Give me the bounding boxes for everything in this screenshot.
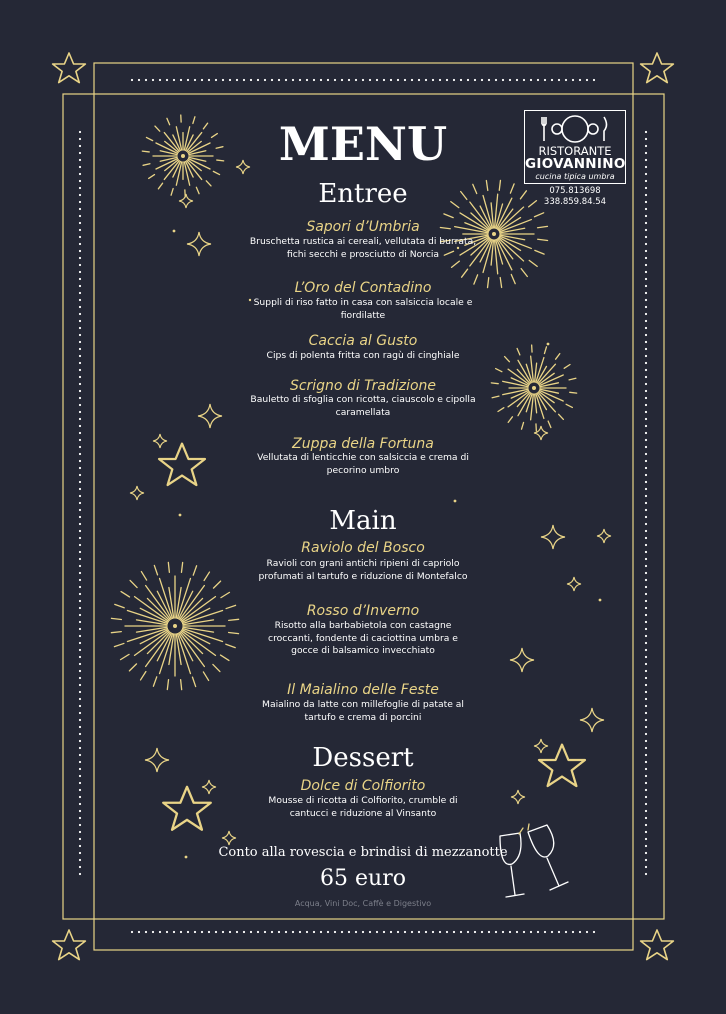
restaurant-tagline: cucina tipica umbra (535, 172, 615, 181)
dish-name: Raviolo del Bosco (301, 540, 425, 556)
dish-name: Scrigno di Tradizione (289, 378, 437, 394)
price-text: 65 euro (320, 866, 406, 891)
dish-description: Suppli di riso fatto in casa con salsiccia locale e fiordilatte (253, 297, 473, 321)
dish-name: Rosso d’Inverno (306, 603, 420, 619)
dish-name: Caccia al Gusto (308, 333, 418, 349)
dish-name: Sapori d’Umbria (306, 219, 420, 235)
dish-description: Bauletto di sfoglia con ricotta, ciauscolo e cipolla caramellata (250, 394, 476, 418)
firework-icon (111, 562, 238, 689)
dish-name: L’Oro del Contadino (294, 280, 432, 296)
restaurant-name-line2: GIOVANNINO (525, 156, 626, 172)
phone-number-2: 338.859.84.54 (543, 197, 607, 207)
countdown-text: Conto alla rovescia e brindisi di mezzanotte (218, 845, 508, 860)
section-title-main: Main (329, 506, 397, 536)
dish-description: Vellutata di lenticchie con salsiccia e crema di pecorino umbro (257, 452, 469, 476)
section-title-dessert: Dessert (312, 743, 414, 773)
dish-description: Ravioli con grani antichi ripieni di capriolo profumati al tartufo e riduzione di Montefalco (258, 558, 468, 582)
dish-name: Il Maialino delle Feste (287, 682, 439, 698)
included-drinks-text: Acqua, Vini Doc, Caffè e Digestivo (294, 899, 432, 908)
dish-description: Cips di polenta fritta con ragù di cinghiale (266, 350, 460, 361)
dish-description: Risotto alla barbabietola con castagne croccanti, fondente di caciottina umbra e gocce di balsamico invecchiato (268, 620, 458, 656)
dish-name: Dolce di Colfiorito (300, 778, 426, 794)
section-title-entree: Entree (318, 179, 408, 209)
restaurant-name-line1: RISTORANTE (538, 144, 612, 158)
dish-name: Zuppa della Fortuna (292, 436, 434, 452)
phone-number-1: 075.813698 (549, 186, 601, 196)
dish-description: Bruschetta rustica ai cereali, vellutata di burrata, fichi secchi e prosciutto di Norcia (249, 236, 477, 260)
menu-title: MENU (278, 117, 448, 171)
dish-description: Maialino da latte con millefoglie di patate al tartufo e crema di porcini (262, 699, 464, 723)
dish-description: Mousse di ricotta di Colfiorito, crumble di cantucci e riduzione al Vinsanto (268, 795, 458, 819)
